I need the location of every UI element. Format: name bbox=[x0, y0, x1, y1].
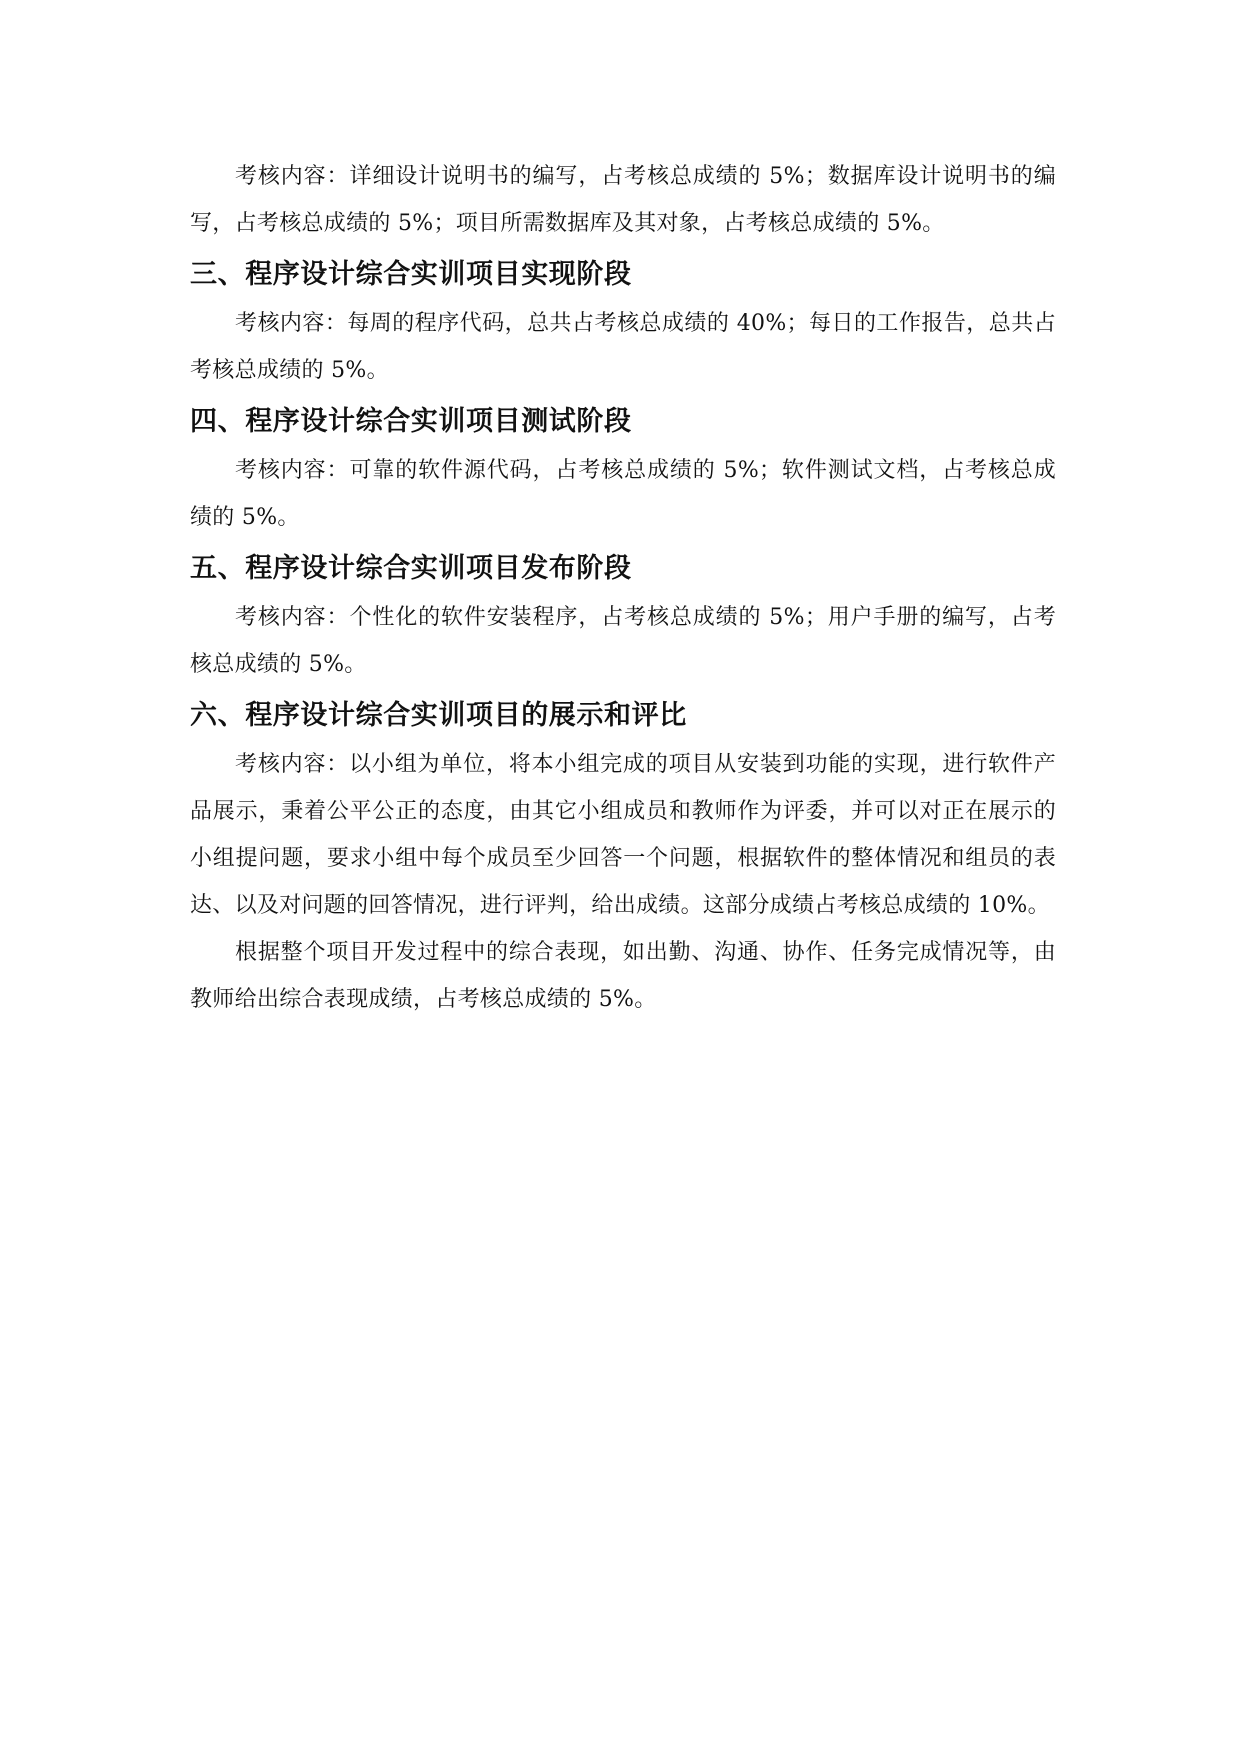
section-6-paragraph-2: 根据整个项目开发过程中的综合表现，如出勤、沟通、协作、任务完成情况等，由教师给出综合表现成绩，占考核总成绩的 5%。 bbox=[190, 940, 1056, 1012]
section-2-paragraph-1: 考核内容：详细设计说明书的编写，占考核总成绩的 5%；数据库设计说明书的编写，占考核总成绩的 5%；项目所需数据库及其对象，占考核总成绩的 5%。 bbox=[190, 164, 1056, 236]
section-4-paragraph-1: 考核内容：可靠的软件源代码，占考核总成绩的 5%；软件测试文档，占考核总成绩的 5%。 bbox=[190, 458, 1056, 530]
section-6-heading: 六、程序设计综合实训项目的展示和评比 bbox=[190, 700, 687, 731]
section-6-paragraph-1: 考核内容：以小组为单位，将本小组完成的项目从安装到功能的实现，进行软件产品展示，秉着公平公正的态度，由其它小组成员和教师作为评委，并可以对正在展示的小组提问题，要求小组中每个成员至少回答一个问题，根据软件的整体情况和组员的表达、以及对问题的回答情况，进行评判，给出成绩。这部分成绩占考核总成绩的 10%。 bbox=[190, 752, 1056, 918]
section-5-paragraph-1: 考核内容：个性化的软件安装程序，占考核总成绩的 5%；用户手册的编写，占考核总成绩的 5%。 bbox=[190, 605, 1056, 677]
section-3-paragraph-1: 考核内容：每周的程序代码，总共占考核总成绩的 40%；每日的工作报告，总共占考核总成绩的 5%。 bbox=[190, 311, 1056, 383]
section-5-heading: 五、程序设计综合实训项目发布阶段 bbox=[190, 553, 632, 584]
document-page bbox=[190, 153, 1056, 1023]
section-4-heading: 四、程序设计综合实训项目测试阶段 bbox=[190, 406, 632, 437]
section-3-heading: 三、程序设计综合实训项目实现阶段 bbox=[190, 259, 632, 290]
